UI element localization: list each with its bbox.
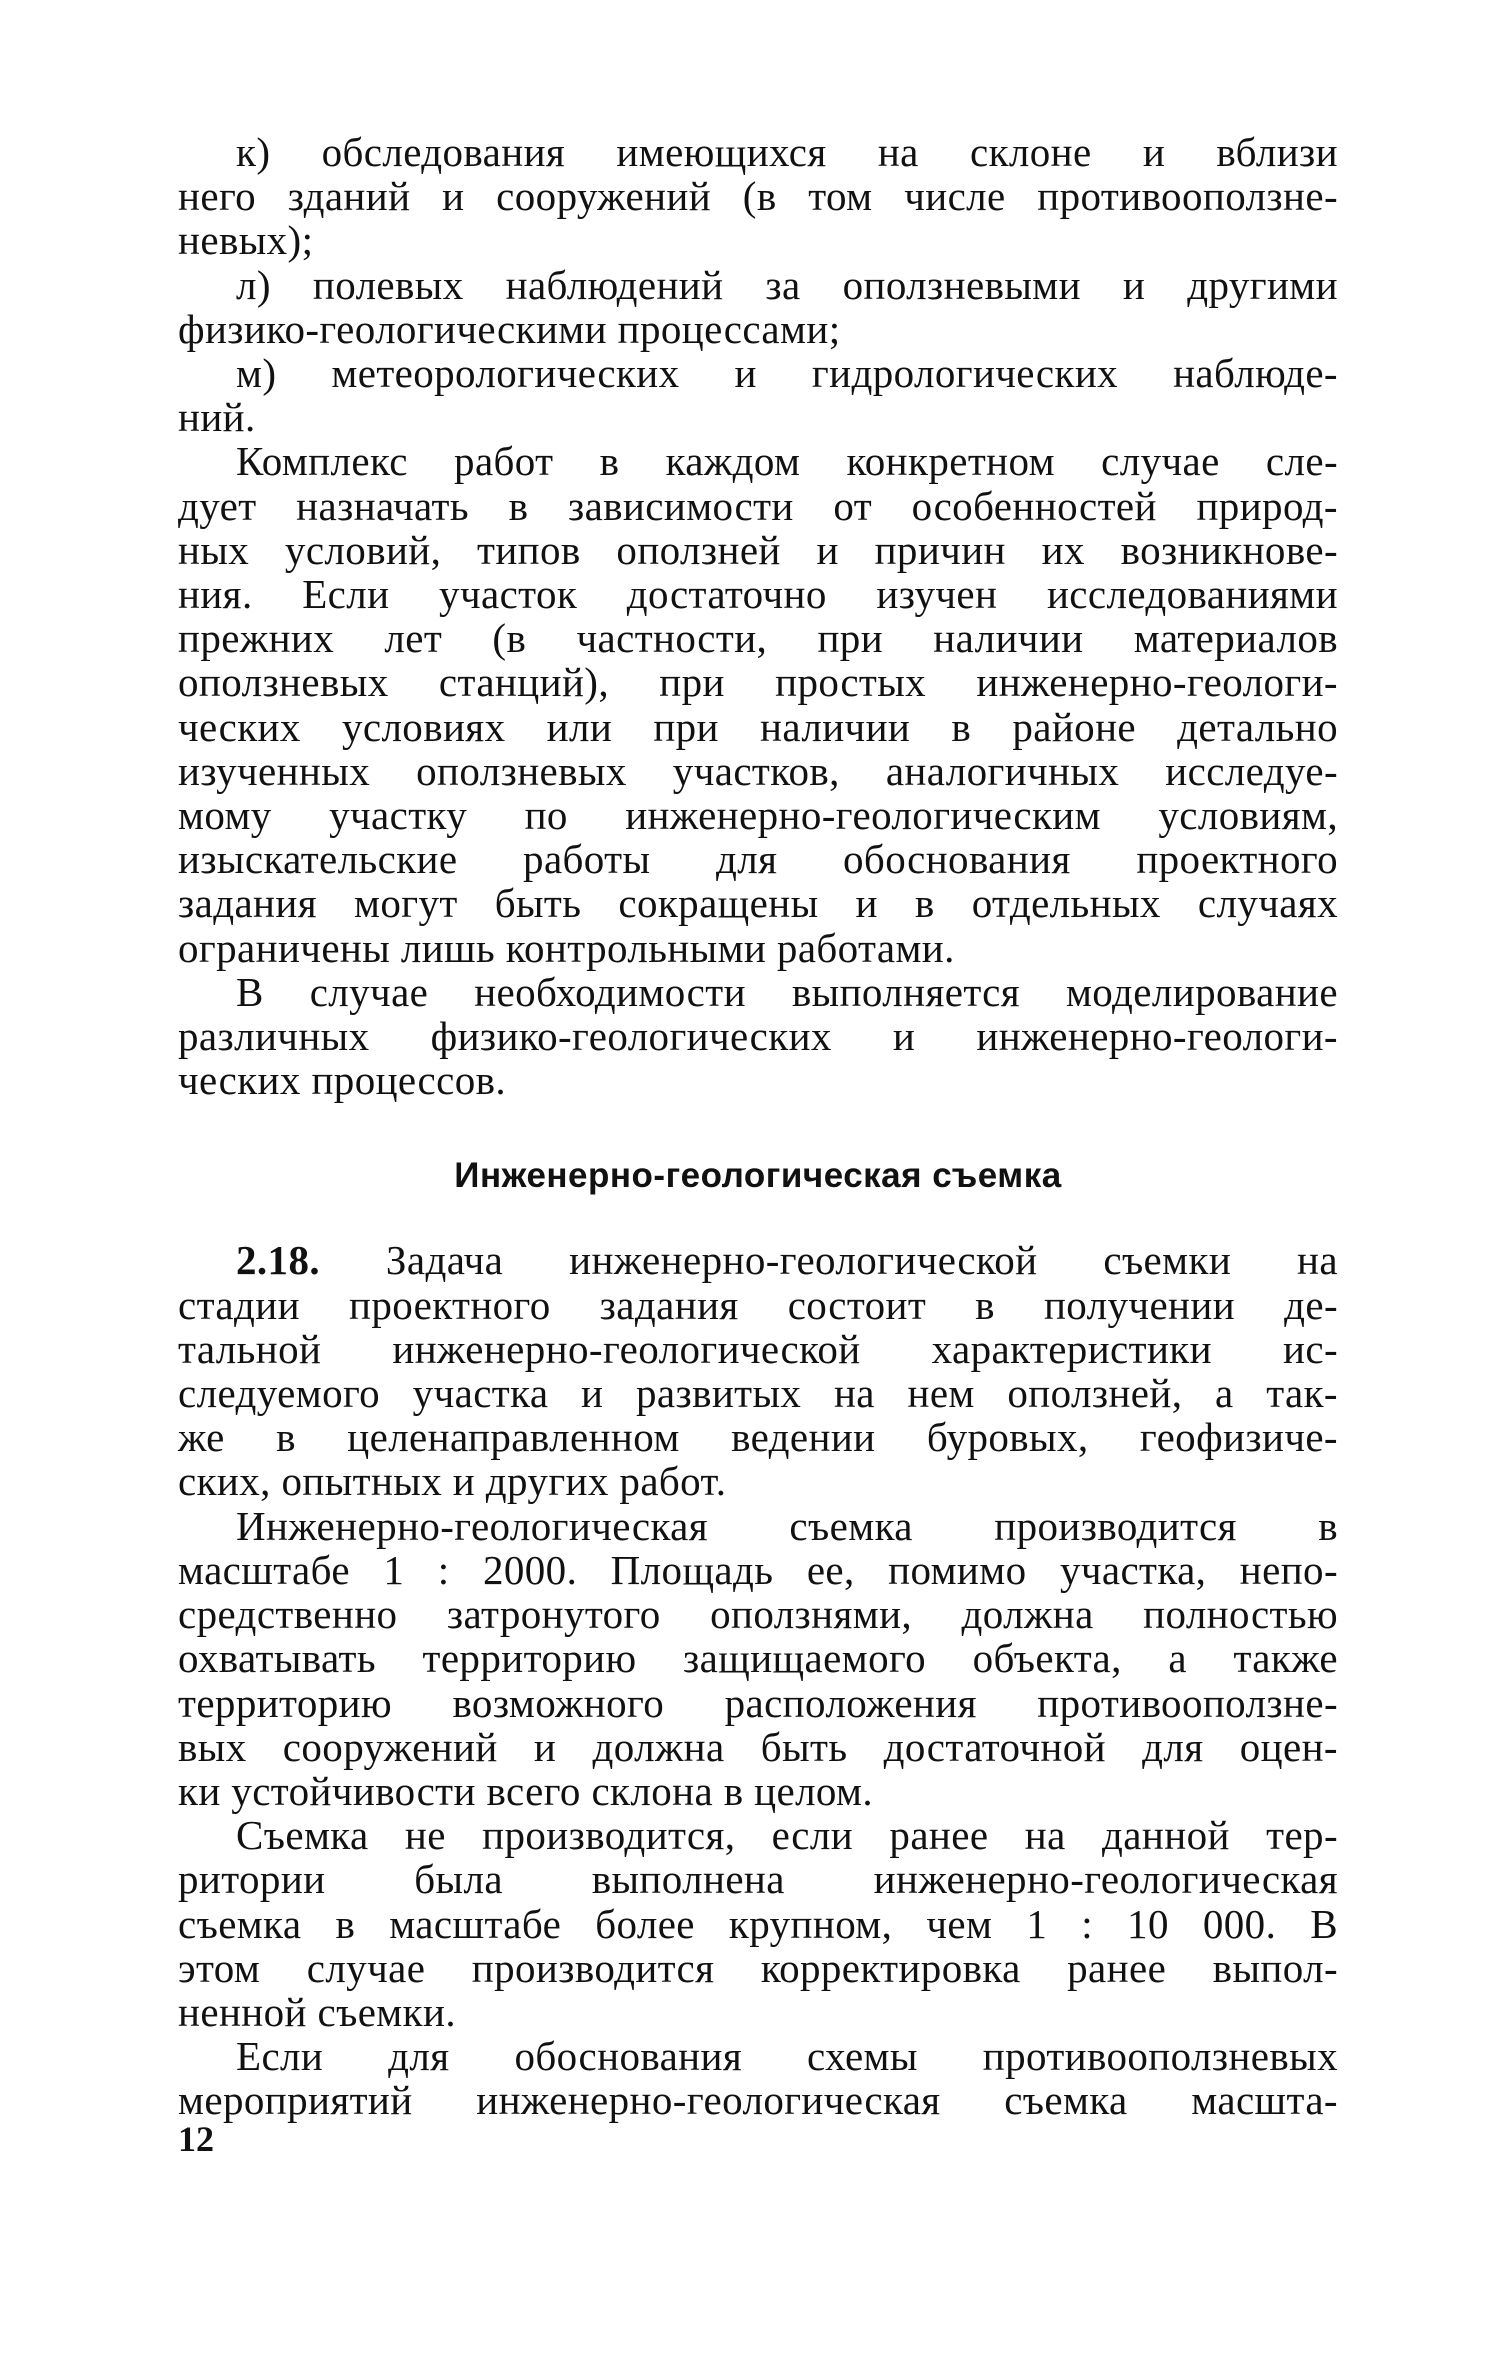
page-body	[178, 130, 1338, 2123]
text-line: прежних лет (в частности, при наличии материалов	[178, 615, 1338, 662]
text-line: ритории была выполнена инженерно-геологическая	[178, 1856, 1338, 1903]
text-line: тальной инженерно-геологической характеристики ис-	[178, 1325, 1338, 1372]
text-line: Если для обоснования схемы противооползневых	[236, 2033, 1338, 2080]
text-line: к) обследования имеющихся на склоне и вблизи	[236, 129, 1338, 175]
text-line: территорию возможного расположения противооползне-	[178, 1679, 1338, 1726]
text-line: невых);	[178, 217, 314, 264]
text-line: изыскательские работы для обоснования проектного	[178, 836, 1338, 883]
text-line: оползневых станций), при простых инженерно-геологи-	[178, 659, 1338, 706]
text-line: съемка в масштабе более крупном, чем 1 : 10 000. В	[178, 1900, 1338, 1947]
text-line: Инженерно-геологическая съемка производится в	[236, 1502, 1338, 1549]
text-line	[178, 1238, 1338, 1282]
text-line: различных физико-геологических и инженерно-геологи-	[178, 1013, 1338, 1060]
text-line: вых сооружений и должна быть достаточной для оцен-	[178, 1723, 1338, 1770]
section-heading: Инженерно-геологическая съемка	[454, 1156, 1062, 1196]
text-line: ческих процессов.	[178, 1057, 507, 1104]
text-line: него зданий и сооружений (в том числе противооползне-	[178, 173, 1338, 220]
text-line: ограничены лишь контрольными работами.	[178, 924, 955, 971]
text-line: ных условий, типов оползней и причин их возникнове-	[178, 526, 1338, 573]
text-line: ненной съемки.	[178, 1988, 456, 2035]
text-line: Комплекс работ в каждом конкретном случае сле-	[236, 438, 1338, 485]
text-line: ческих условиях или при наличии в районе детально	[178, 703, 1338, 750]
section-first-line: Задача инженерно-геологической съемки на	[320, 1237, 1338, 1284]
text-line: следуемого участка и развитых на нем оползней, а так-	[178, 1370, 1338, 1417]
text-line: В случае необходимости выполняется моделирование	[236, 968, 1338, 1015]
text-line: ний.	[178, 394, 256, 441]
text-line: же в целенаправленном ведении буровых, геофизиче-	[178, 1414, 1338, 1461]
text-line: мероприятий инженерно-геологическая съемка масшта-	[178, 2077, 1338, 2124]
text-line: средственно затронутого оползнями, должна полностью	[178, 1591, 1338, 1638]
text-line: изученных оползневых участков, аналогичных исследуе-	[178, 747, 1338, 794]
text-line: ки устойчивости всего склона в целом.	[178, 1767, 874, 1814]
text-line: ских, опытных и других работ.	[178, 1458, 727, 1505]
text-line: стадии проектного задания состоит в получении де-	[178, 1281, 1338, 1328]
text-line: охватывать территорию защищаемого объекта, а также	[178, 1635, 1338, 1682]
page-number: 12	[178, 2119, 214, 2159]
section-number: 2.18.	[236, 1237, 320, 1284]
text-line: мому участку по инженерно-геологическим условиям,	[178, 792, 1338, 839]
text-line: Съемка не производится, если ранее на данной тер-	[236, 1812, 1338, 1859]
text-line: л) полевых наблюдений за оползневыми и другими	[236, 261, 1338, 308]
text-line: дует назначать в зависимости от особенностей природ-	[178, 482, 1338, 529]
text-line: м) метеорологических и гидрологических наблюде-	[236, 350, 1338, 397]
text-line: масштабе 1 : 2000. Площадь ее, помимо участка, непо-	[178, 1546, 1338, 1593]
text-line: физико-геологическими процессами;	[178, 305, 841, 352]
text-line: ния. Если участок достаточно изучен исследованиями	[178, 571, 1338, 618]
text-line: этом случае производится корректировка ранее выпол-	[178, 1944, 1338, 1991]
text-line: задания могут быть сокращены и в отдельных случаях	[178, 880, 1338, 927]
